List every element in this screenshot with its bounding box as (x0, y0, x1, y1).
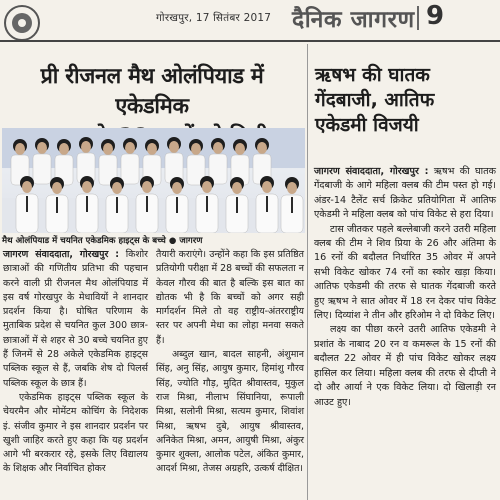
side-article-paragraph-2: टास जीतकर पहले बल्लेबाजी करने उतरी महिला क्लब की टीम ने शिव प्रिया के 26 और अंतिमा के 16 रनों की बदौलत निर्धारित 35 ओवर में अपने सभी विकेट खोकर 74 रनों का स्कोर खड़ा किया। आतिफ एकेडमी की तरफ से घातक गेंदबाजी करते हुए ऋषभ ने सात ओवर में 18 रन देकर पांच विकेट लिए। दिव्यांश ने तीन और हरिओम ने दो विकेट लिए। (314, 223, 496, 322)
column-divider (307, 44, 308, 500)
main-article-student-list: अब्दुल खान, बादल साहनी, अंशुमान सिंह, अनु सिंह, आयुष कुमार, हिमांशु गौरव सिंह, ज्योति गौड़, मुदित श्रीवास्तव, मुकुल राज मिश्रा, नीलाभ सिंघानिया, रूपाली मिश्रा, सलोनी मिश्रा, सत्यम कुमार, शिवांश मिश्रा, ऋषभ दुबे, आयुष श्रीवास्तव, अनिकेत मिश्रा, अमन, आयुषी मिश्रा, अंकुर कुमार शुक्ला, आलोक पटेल, अंकित कुमार, आदर्श मिश्रा, तेजस अग्रहरि, उत्कर्ष दीक्षित। (156, 349, 304, 475)
main-article-paragraph-2: एकेडमिक हाइट्स पब्लिक स्कूल के चेयरमैन और मोमेंटम कोचिंग के निदेशक इं. संजीव कुमार ने इस शानदार प्रदर्शन पर खुशी जाहिर करते हुए कहा कि यह प्रदर्शन आगे भी बरकरार रहे, इसके लिए विद्यालय के शिक्षक और निर्वाचित होकर (3, 391, 148, 475)
main-paragraph-1-text: किशोर छात्राओं की गणितीय प्रतिभा की पहचान करने वाली प्री रीजनल मैथ ओलंपियाड में इस वर्ष गोरखपुर के मेधावियों ने शानदार प्रदर्शन किया है। घोषित परिणाम के मुताबिक प्रदेश से चयनित कुल 300 छात्र-छात्राओं में से शहर से 30 बच्चे चयनित हुए हैं जिनमें से 28 अकेले एकेडमिक हाइट्स पब्लिक स्कूल से हैं, जबकि शेष दो पिलर्स पब्लिक स्कूल के छात्र हैं। (3, 249, 148, 389)
newspaper-logo (3, 4, 41, 42)
header-separator (417, 6, 419, 30)
side-headline-line-3: एकेडमी विजयी (315, 114, 419, 136)
side-paragraph-1-text: ऋषभ की घातक गेंदबाजी के आगे महिला क्लब की टीम पस्त हो गई। अंडर-14 टैलेंट सर्च क्रिकेट प्रतियोगिता में आतिफ एकेडमी ने महिला क्लब को पांच विकेट से हरा दिया। (314, 166, 496, 221)
side-article-paragraph-3: लक्ष्य का पीछा करने उतरी आतिफ एकेडमी ने प्रशांत के नाबाद 20 रन व कमरूल के 15 रनों की बदौलत 22 ओवर में ही पांच विकेट खोकर लक्ष्य हासिल कर लिया। महिला क्लब की तरफ से दीप्ती ने दो और आर्या ने एक विकेट लिया। दो खिलाड़ी रन आउट हुए। (314, 324, 496, 408)
side-dateline: जागरण संवाददाता, गोरखपुर : (314, 166, 429, 177)
side-headline (315, 63, 497, 138)
main-article-column-1 (3, 248, 148, 477)
group-photo (2, 128, 305, 233)
side-article-column (314, 165, 496, 410)
side-headline-line-1: ऋषभ की घातक (315, 64, 430, 86)
group-photo-illustration (2, 128, 305, 233)
main-dateline: जागरण संवाददाता, गोरखपुर : (3, 249, 120, 260)
side-article-paragraph-1 (314, 165, 496, 223)
photo-caption: मैथ ओलंपियाड में चयनित एकेडमिक हाइट्स के बच्चे ● जागरण (2, 236, 203, 246)
main-article-paragraph-1 (3, 248, 148, 391)
header-rule (0, 40, 500, 42)
header-date: गोरखपुर, 17 सितंबर 2017 (156, 12, 272, 24)
newspaper-name: दैनिक जागरण (292, 7, 415, 33)
page-number: 9 (426, 1, 445, 31)
main-article-paragraph-3: तैयारी कराएंगे। उन्होंने कहा कि इस प्रतिष्ठित प्रतियोगी परीक्षा में 28 बच्चों की सफलता न केवल गौरव की बात है बल्कि इस बात का द्योतक भी है कि बच्चों को अगर सही मार्गदर्शन मिले तो वह राष्ट्रीय-अंतरराष्ट्रीय स्तर पर अपनी मेधा का लोहा मनवा सकते हैं। (156, 249, 304, 346)
side-headline-line-2: गेंदबाजी, आतिफ (315, 89, 435, 111)
main-headline-line-1: प्री रीजनल मैथ ओलंपियाड में एकेडमिक (40, 64, 264, 119)
main-article-column-2 (156, 248, 304, 477)
